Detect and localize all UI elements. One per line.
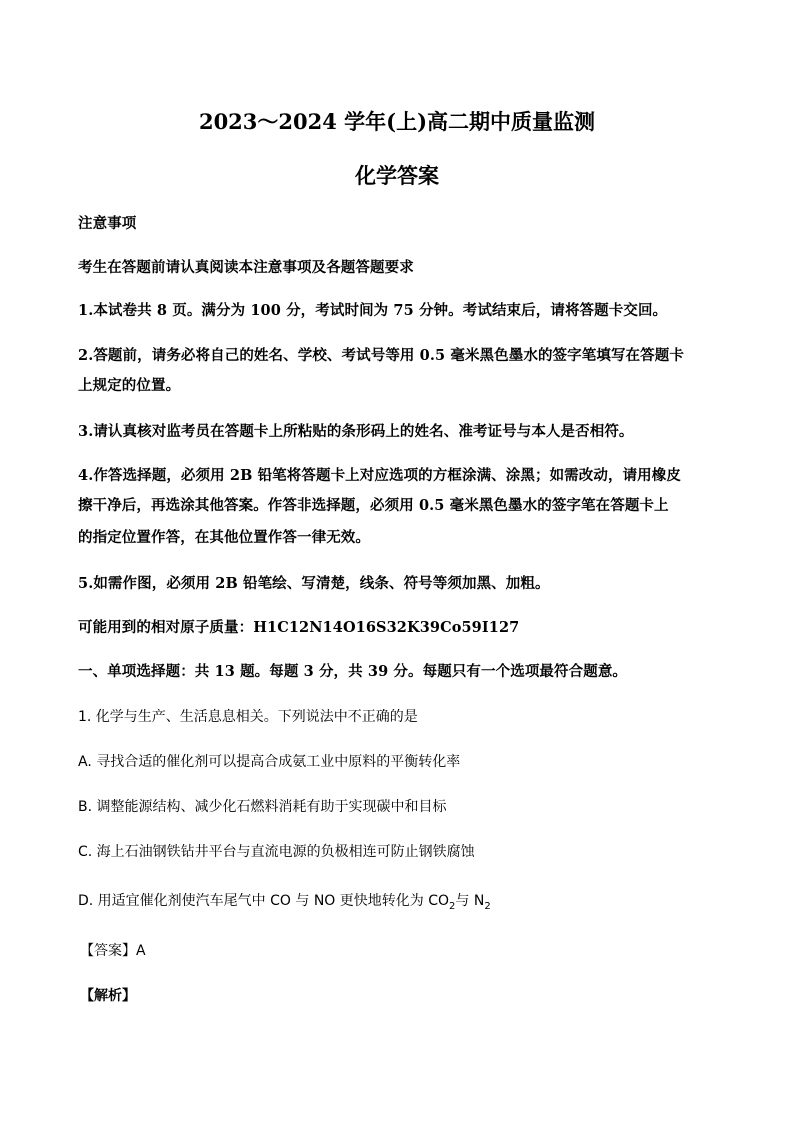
- question-1-option-b: B. 调整能源结构、减少化石燃料消耗有助于实现碳中和目标: [78, 799, 447, 815]
- section-1-heading: 一、单项选择题：共 13 题。每题 3 分，共 39 分。每题只有一个选项最符合题意。: [78, 663, 628, 680]
- question-1-analysis: 【解析】: [80, 988, 136, 1004]
- notice-heading: 注意事项: [78, 215, 137, 232]
- notice-intro: 考生在答题前请认真阅读本注意事项及各题答题要求: [78, 259, 414, 276]
- notice-item-3: 3.请认真核对监考员在答题卡上所粘贴的条形码上的姓名、准考证号与本人是否相符。: [78, 423, 634, 440]
- question-1-option-c: C. 海上石油钢铁钻井平台与直流电源的负极相连可防止钢铁腐蚀: [78, 844, 475, 860]
- document-title: 2023～2024 学年(上)高二期中质量监测: [198, 109, 596, 134]
- atomic-masses: 可能用到的相对原子质量：H1C12N14O16S32K39Co59I127: [78, 619, 520, 636]
- question-1-stem: 1. 化学与生产、生活息息相关。下列说法中不正确的是: [78, 709, 418, 725]
- option-d-conjunction: 与 N: [455, 893, 485, 909]
- option-d-text: D. 用适宜催化剂使汽车尾气中 CO 与 NO 更快地转化为 CO: [78, 893, 450, 909]
- question-1-option-d: [78, 891, 491, 911]
- notice-item-4-line-2: 擦干净后，再选涂其他答案。作答非选择题，必须用 0.5 毫米黑色墨水的签字笔在答题卡上: [78, 497, 669, 514]
- n2-subscript: 2: [484, 901, 491, 912]
- document-subtitle: 化学答案: [355, 163, 439, 188]
- question-1-option-a: A. 寻找合适的催化剂可以提高合成氨工业中原料的平衡转化率: [78, 754, 461, 770]
- notice-item-2-line-1: 2.答题前，请务必将自己的姓名、学校、考试号等用 0.5 毫米黑色墨水的签字笔填写在答题卡: [78, 347, 684, 364]
- notice-item-4-line-3: 的指定位置作答，在其他位置作答一律无效。: [78, 529, 370, 546]
- co2-subscript: 2: [449, 901, 456, 912]
- notice-item-4-line-1: 4.作答选择题，必须用 2B 铅笔将答题卡上对应选项的方框涂满、涂黑；如需改动，请用橡皮: [78, 467, 681, 484]
- notice-item-2-line-2: 上规定的位置。: [78, 377, 181, 394]
- question-1-answer: 【答案】A: [80, 943, 146, 959]
- notice-item-5: 5.如需作图，必须用 2B 铅笔绘、写清楚，线条、符号等须加黑、加粗。: [78, 575, 550, 592]
- notice-item-1: 1.本试卷共 8 页。满分为 100 分，考试时间为 75 分钟。考试结束后，请将答题卡交回。: [78, 302, 668, 319]
